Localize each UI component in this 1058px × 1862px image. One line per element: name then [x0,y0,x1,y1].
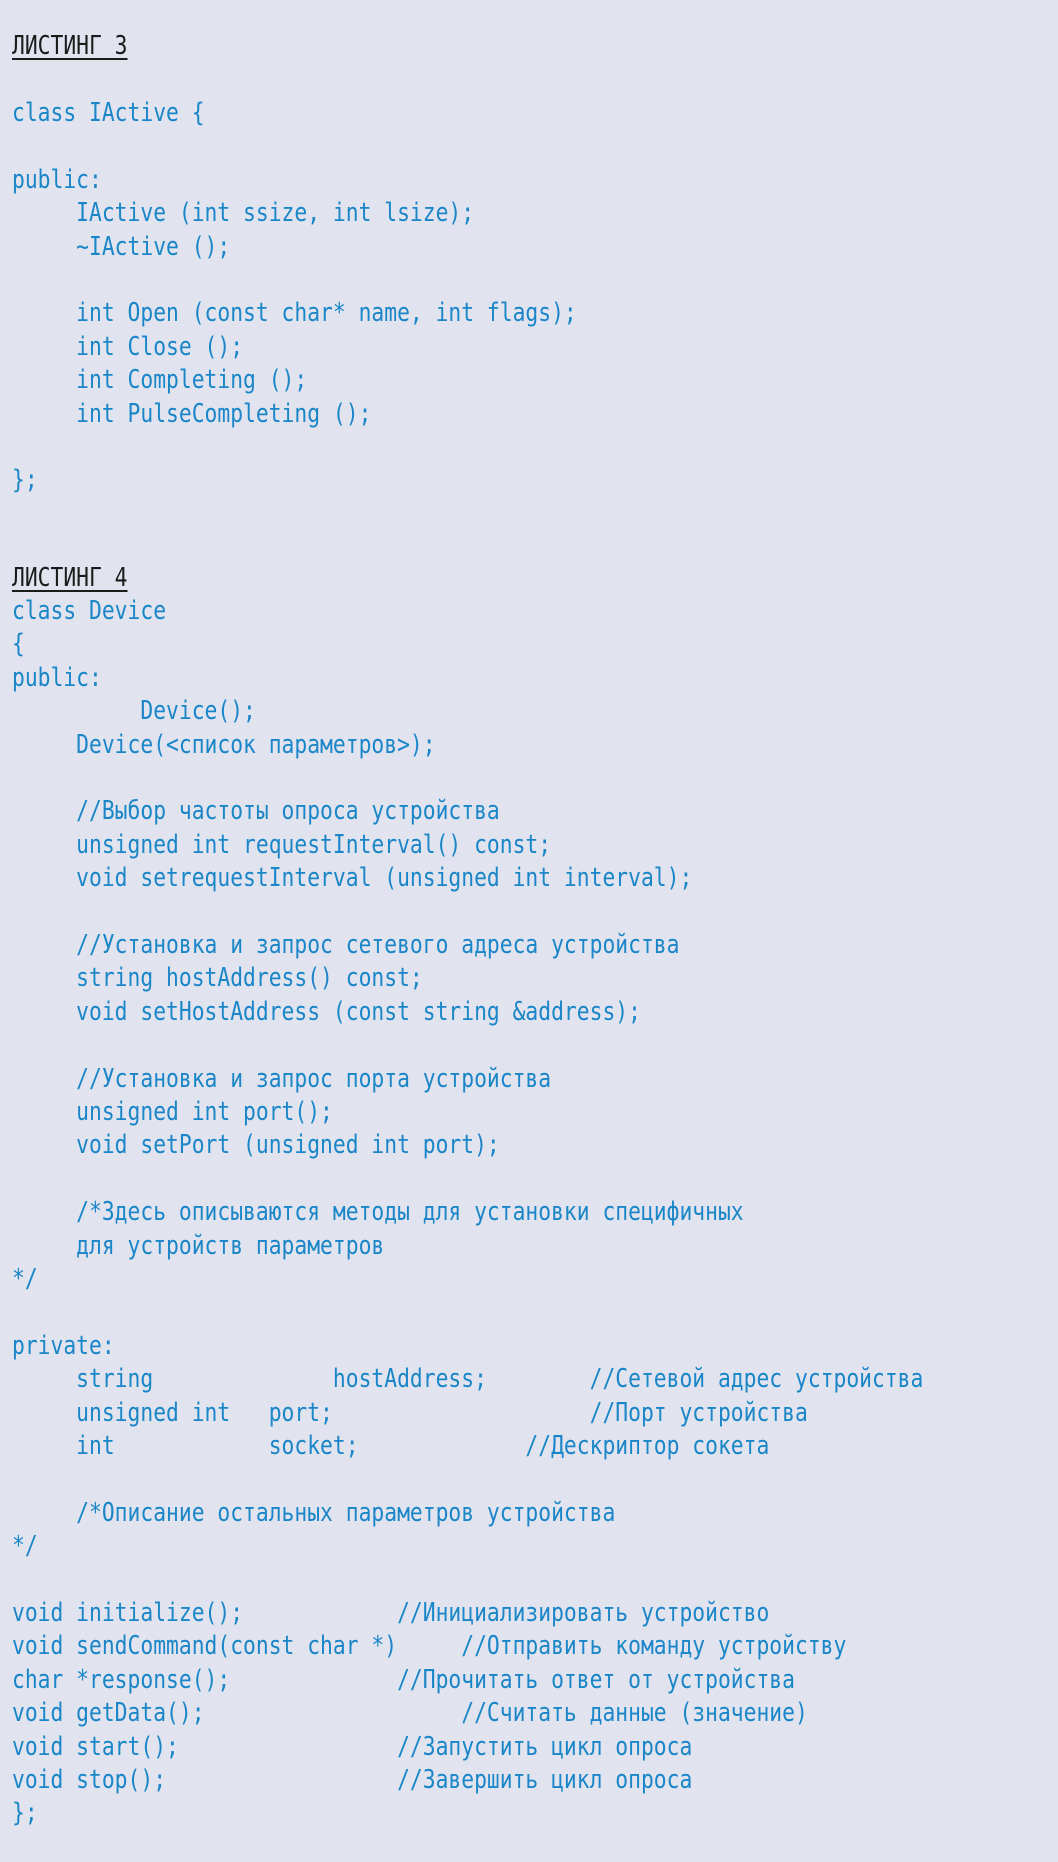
listing-4-code-line: void getData(); //Считать данные (значение) [12,1698,808,1729]
listing-4-code-line: }; [12,1798,38,1829]
listing-4-code-line: void setrequestInterval (unsigned int interval); [12,863,693,894]
listing-4-code-line: */ [12,1531,38,1562]
listing-4-code-line: { [12,629,25,660]
listing-4-code-line: string hostAddress() const; [12,963,423,994]
listing-4-title: ЛИСТИНГ 4 [12,563,128,593]
listing-4-code-line: void stop(); //Завершить цикл опроса [12,1765,693,1795]
listing-4-code-line: unsigned int port; //Порт устройства [12,1397,808,1428]
listing-4-code-line: /*Здесь описываются методы для установки специфичных [12,1197,744,1228]
listing-4-code-line: void setHostAddress (const string &address); [12,996,641,1027]
listing-4-code-line: unsigned int port(); [12,1097,333,1127]
listing-3-code-line: class IActive { [12,98,205,128]
listing-4-code-line: private: [12,1330,115,1361]
listing-4-code-line: для устройств параметров [12,1230,385,1261]
listing-4-code-line: //Установка и запрос сетевого адреса устройства [12,930,680,960]
listing-4-code-line: //Установка и запрос порта устройства [12,1063,552,1094]
listing-4-code-line: /*Описание остальных параметров устройства [12,1497,616,1528]
listing-4-code-line: void initialize(); //Инициализировать устройство [12,1598,770,1628]
listing-3-code-line: IActive (int ssize, int lsize); [12,198,475,229]
listing-4-code-line: class Device [12,596,167,626]
listing-3-code-line: ~IActive (); [12,231,231,262]
listing-3-code-line: int Close (); [12,331,244,362]
listing-4-code-line: Device(<список параметров>); [12,729,436,760]
listing-4-code-line: void sendCommand(const char *) //Отправить команду устройству [12,1631,847,1662]
listing-3-code-line: }; [12,465,38,496]
listing-3-code-line: int Completing (); [12,365,308,396]
listing-4-code-line: int socket; //Дескриптор сокета [12,1431,770,1461]
listing-4-code-line: char *response(); //Прочитать ответ от устройства [12,1664,795,1695]
listing-3-code-line: public: [12,164,102,195]
listing-3-title: ЛИСТИНГ 3 [12,31,128,61]
listing-4-code-line: string hostAddress; //Сетевой адрес устройства [12,1364,924,1395]
listing-3-code-line: int Open (const char* name, int flags); [12,298,577,329]
listing-4-code-line: Device(); [12,696,256,727]
listing-4-code-line: */ [12,1264,38,1294]
listing-3-code-line: int PulseCompleting (); [12,398,372,429]
listing-4-code-line: void start(); //Запустить цикл опроса [12,1731,693,1762]
listing-4-code-line: void setPort (unsigned int port); [12,1130,500,1161]
listing-4-code-line: public: [12,662,102,693]
listing-4-code-line: unsigned int requestInterval() const; [12,829,552,860]
listing-4-code-line: //Выбор частоты опроса устройства [12,796,500,827]
